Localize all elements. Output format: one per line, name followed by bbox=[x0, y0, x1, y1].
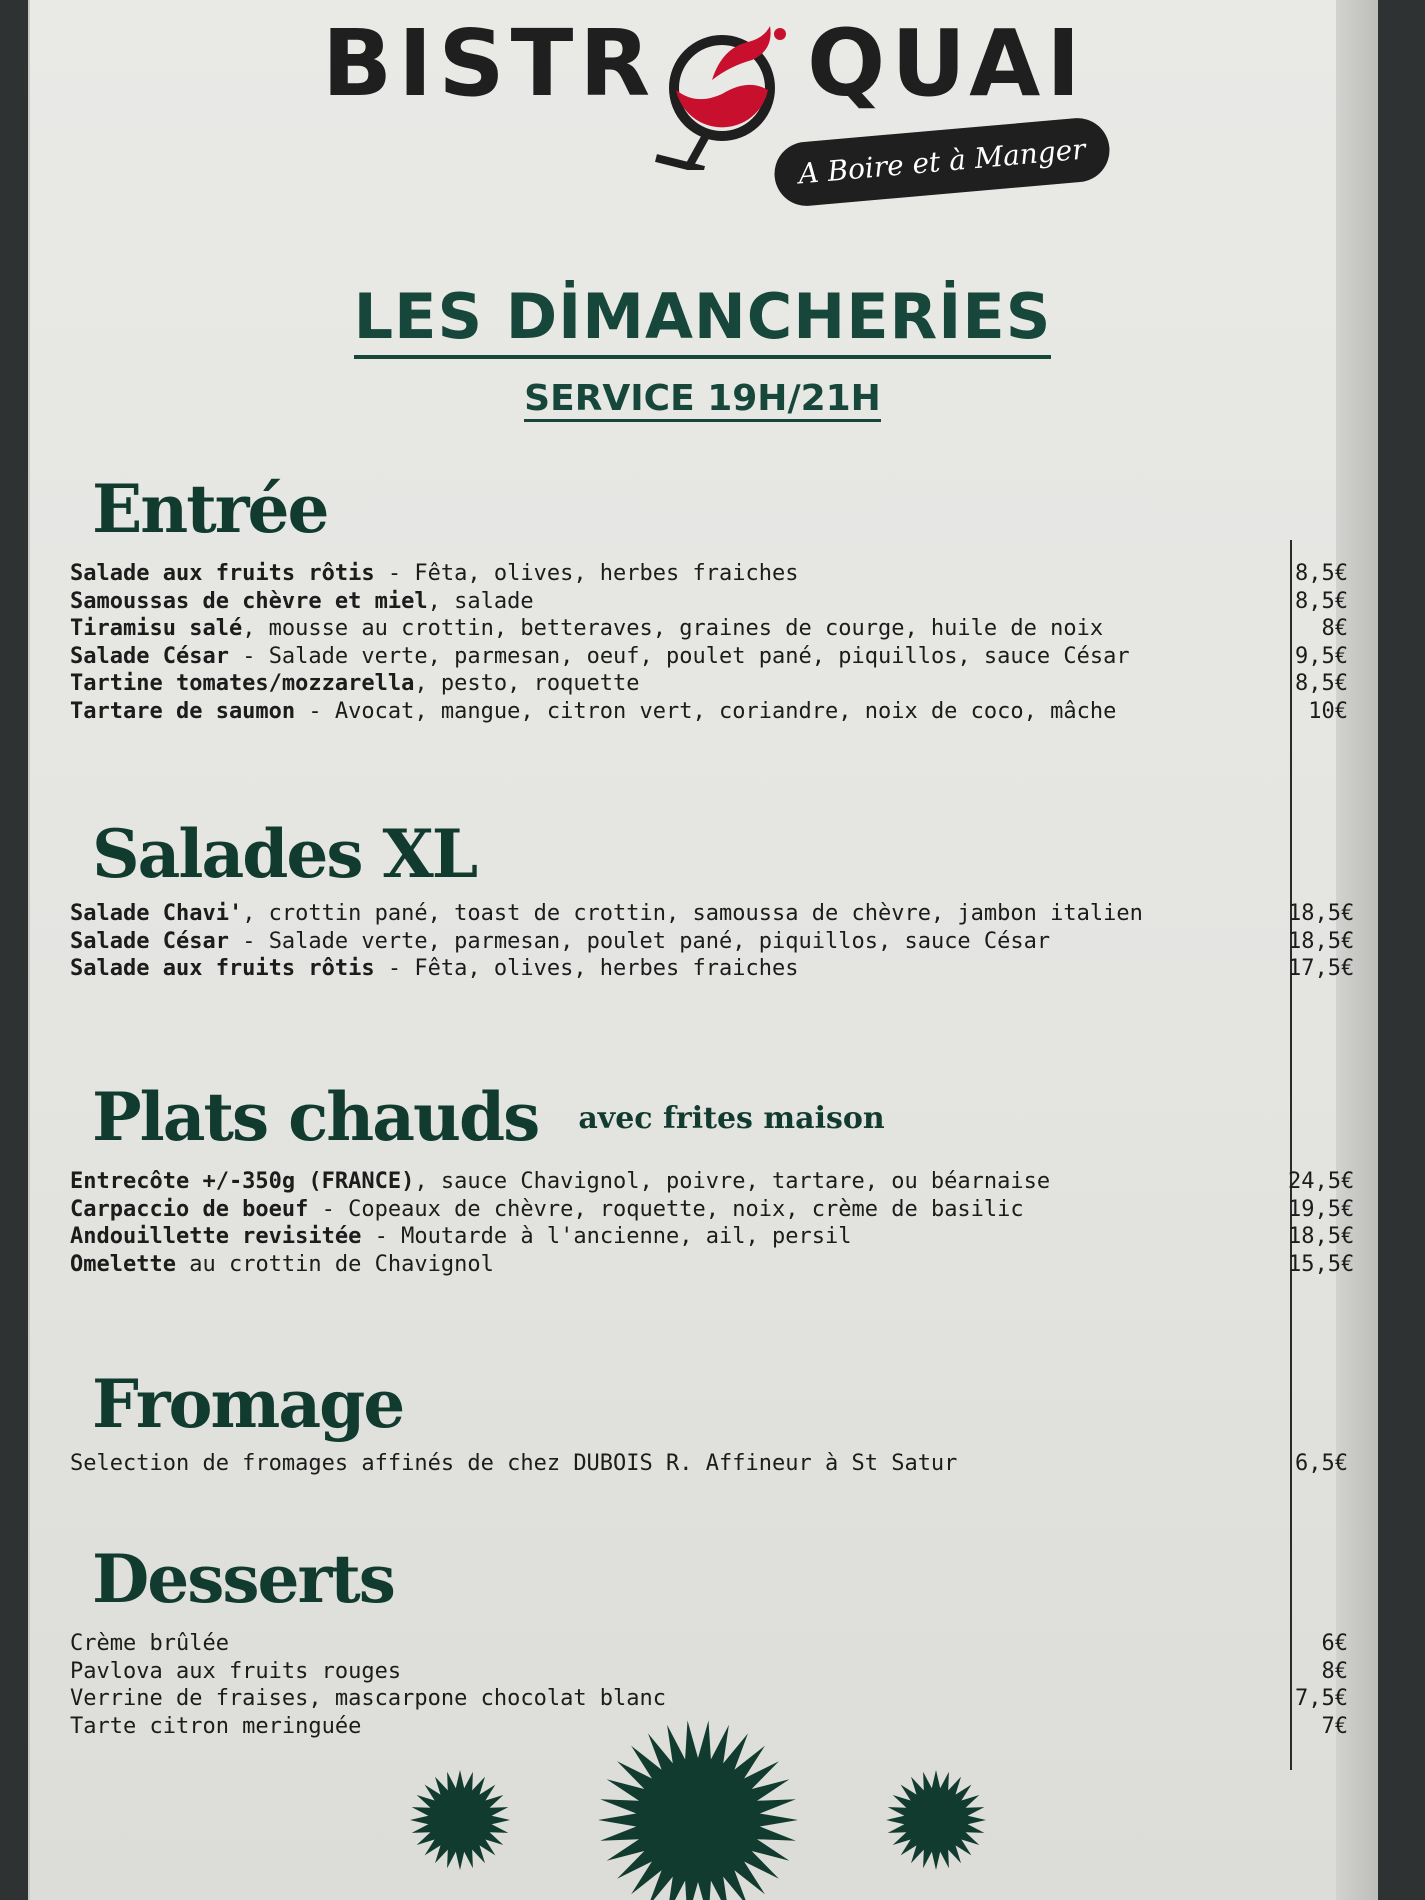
menu-item bbox=[70, 1168, 1370, 1196]
item-price: 18,5€ bbox=[1288, 1224, 1355, 1249]
menu-item bbox=[70, 1685, 1370, 1713]
star-icon bbox=[410, 1770, 510, 1870]
item-description: - Avocat, mangue, citron vert, coriandre, noix de coco, mâche bbox=[295, 698, 1117, 724]
item-price: 24,5€ bbox=[1288, 1169, 1355, 1194]
item-description: , pesto, roquette bbox=[414, 671, 640, 696]
item-description: Pavlova aux fruits rouges bbox=[70, 1658, 402, 1684]
item-name: Salade aux fruits rôtis bbox=[70, 956, 375, 981]
item-description: - Salade verte, parmesan, poulet pané, piquillos, sauce César bbox=[228, 928, 1051, 954]
section-items bbox=[70, 1168, 1370, 1278]
service-hours: SERVICE 19H/21H bbox=[30, 378, 1375, 419]
item-price: 15,5€ bbox=[1288, 1251, 1355, 1277]
section-items bbox=[70, 1450, 1370, 1478]
item-name: Tartine tomates/mozzarella bbox=[70, 671, 415, 696]
menu-item bbox=[70, 1251, 1370, 1279]
menu-item bbox=[70, 588, 1370, 616]
item-price: 8€ bbox=[1321, 1658, 1348, 1684]
section-title: Desserts bbox=[92, 1540, 394, 1618]
item-price: 7,5€ bbox=[1295, 1686, 1348, 1711]
section-title: Salades XL bbox=[92, 815, 477, 893]
item-name: Salade César bbox=[70, 643, 229, 669]
item-price: 9,5€ bbox=[1295, 643, 1348, 669]
item-price: 8,5€ bbox=[1295, 671, 1348, 696]
item-description: - Copeaux de chèvre, roquette, noix, crème de basilic bbox=[308, 1196, 1024, 1222]
menu-item bbox=[70, 670, 1370, 698]
item-name: Salade Chavi' bbox=[70, 901, 243, 926]
item-description: , mousse au crottin, betteraves, graines de courge, huile de noix bbox=[242, 616, 1104, 641]
item-description: Crème brûlée bbox=[70, 1631, 229, 1656]
item-name: Salade aux fruits rôtis bbox=[70, 561, 375, 586]
star-icon bbox=[598, 1721, 798, 1900]
menu-page bbox=[28, 0, 1378, 1900]
item-name: Andouillette revisitée bbox=[70, 1224, 362, 1249]
item-description: Selection de fromages affinés de chez DUBOIS R. Affineur à St Satur bbox=[70, 1451, 958, 1476]
item-name: Tartare de saumon bbox=[70, 698, 296, 724]
item-price: 8,5€ bbox=[1295, 588, 1348, 614]
item-description: - Moutarde à l'ancienne, ail, persil bbox=[361, 1224, 852, 1249]
menu-title: LES DİMANCHERİES bbox=[30, 280, 1375, 353]
item-price: 8€ bbox=[1321, 616, 1348, 641]
menu-item bbox=[70, 1196, 1370, 1224]
logo-word-left: BISTR bbox=[322, 10, 657, 117]
item-name: Omelette bbox=[70, 1251, 176, 1277]
menu-item bbox=[70, 955, 1370, 983]
menu-item bbox=[70, 643, 1370, 671]
menu-item bbox=[70, 1223, 1370, 1251]
item-price: 7€ bbox=[1321, 1713, 1348, 1739]
section-title: Entrée bbox=[92, 470, 328, 548]
star-icon bbox=[886, 1770, 986, 1870]
menu-item bbox=[70, 698, 1370, 726]
item-description: , crottin pané, toast de crottin, samoussa de chèvre, jambon italien bbox=[242, 901, 1143, 926]
item-description: , salade bbox=[427, 588, 534, 614]
section-subtitle: avec frites maison bbox=[578, 1101, 885, 1136]
menu-item bbox=[70, 928, 1370, 956]
item-name: Carpaccio de boeuf bbox=[70, 1196, 309, 1222]
menu-item bbox=[70, 1630, 1370, 1658]
item-name: Entrecôte +/-350g (FRANCE) bbox=[70, 1169, 415, 1194]
menu-item bbox=[70, 1658, 1370, 1686]
section-title: Plats chauds avec frites maison bbox=[92, 1078, 885, 1156]
item-description: , sauce Chavignol, poivre, tartare, ou béarnaise bbox=[414, 1169, 1051, 1194]
item-description: au crottin de Chavignol bbox=[175, 1251, 494, 1277]
item-description: Verrine de fraises, mascarpone chocolat blanc bbox=[70, 1686, 667, 1711]
logo-tagline: A Boire et à Manger bbox=[772, 115, 1112, 208]
item-price: 18,5€ bbox=[1288, 901, 1355, 926]
item-price: 8,5€ bbox=[1295, 561, 1348, 586]
item-name: Tiramisu salé bbox=[70, 616, 243, 641]
item-description: - Fêta, olives, herbes fraiches bbox=[374, 561, 799, 586]
item-name: Salade César bbox=[70, 928, 229, 954]
logo bbox=[322, 10, 1122, 208]
item-price: 19,5€ bbox=[1288, 1196, 1355, 1222]
menu-item bbox=[70, 560, 1370, 588]
menu-item bbox=[70, 900, 1370, 928]
item-description: Tarte citron meringuée bbox=[70, 1713, 362, 1739]
menu-item bbox=[70, 1450, 1370, 1478]
item-price: 6€ bbox=[1321, 1631, 1348, 1656]
menu-item bbox=[70, 615, 1370, 643]
item-description: - Fêta, olives, herbes fraiches bbox=[374, 956, 799, 981]
item-price: 10€ bbox=[1308, 698, 1348, 724]
item-name: Samoussas de chèvre et miel bbox=[70, 588, 428, 614]
decorative-stars bbox=[30, 1715, 1375, 1900]
item-price: 17,5€ bbox=[1288, 956, 1355, 981]
item-price: 18,5€ bbox=[1288, 928, 1355, 954]
logo-word-right: QUAI bbox=[807, 10, 1087, 117]
section-items bbox=[70, 900, 1370, 983]
item-description: - Salade verte, parmesan, oeuf, poulet pané, piquillos, sauce César bbox=[228, 643, 1130, 669]
item-price: 6,5€ bbox=[1295, 1451, 1348, 1476]
section-items bbox=[70, 560, 1370, 725]
section-title: Fromage bbox=[92, 1365, 404, 1443]
